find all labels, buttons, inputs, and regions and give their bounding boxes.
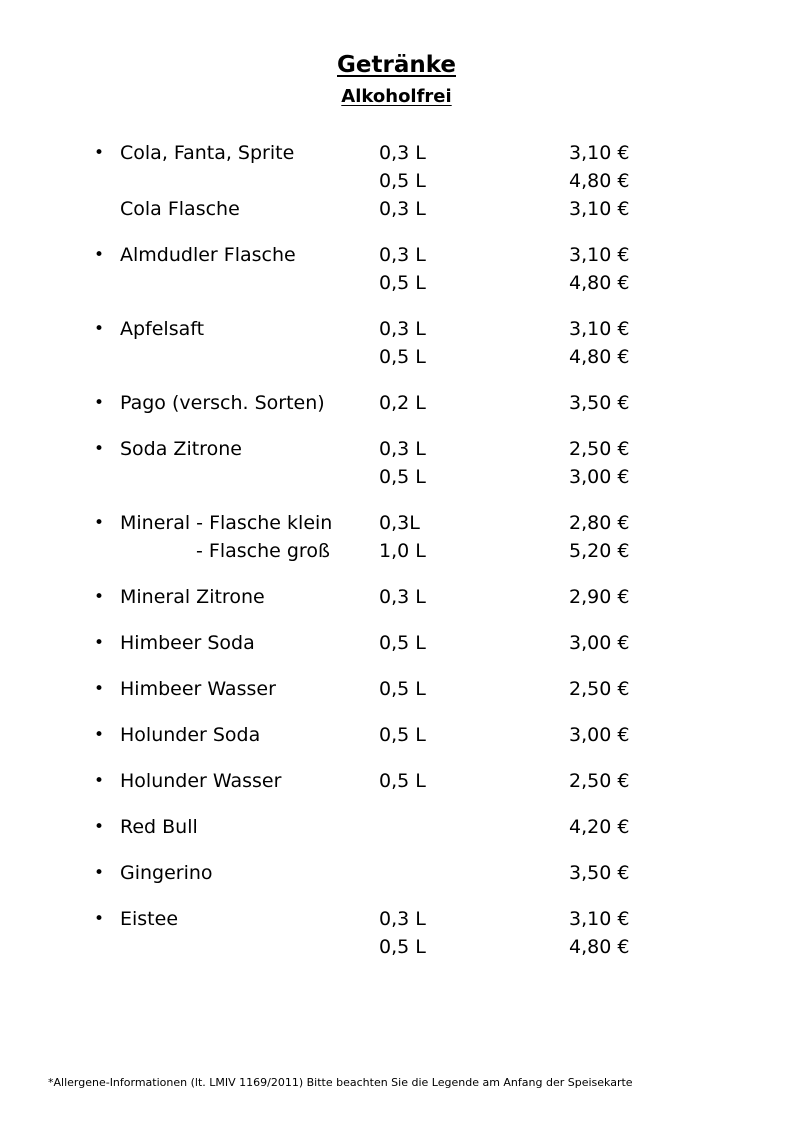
menu-group xyxy=(0,389,793,417)
item-size: 0,3 L xyxy=(379,142,426,164)
page-title: Getränke xyxy=(337,52,456,78)
item-price: 4,80 € xyxy=(569,272,630,294)
menu-row xyxy=(0,813,793,841)
bullet-icon: • xyxy=(94,319,105,339)
item-price: 3,10 € xyxy=(569,908,630,930)
item-price: 4,20 € xyxy=(569,816,630,838)
bullet-icon: • xyxy=(94,909,105,929)
item-price: 3,00 € xyxy=(569,466,630,488)
bullet-icon: • xyxy=(94,439,105,459)
menu-row xyxy=(0,629,793,657)
menu-row xyxy=(0,675,793,703)
bullet-icon: • xyxy=(94,587,105,607)
menu-group xyxy=(0,629,793,657)
allergen-footnote: *Allergene-Informationen (lt. LMIV 1169/2011) Bitte beachten Sie die Legende am Anfang der Speisekarte xyxy=(48,1076,633,1089)
item-price: 3,00 € xyxy=(569,724,630,746)
bullet-icon: • xyxy=(94,817,105,837)
item-name: Gingerino xyxy=(120,862,213,884)
item-price: 3,10 € xyxy=(569,142,630,164)
item-price: 2,90 € xyxy=(569,586,630,608)
item-name: Mineral Zitrone xyxy=(120,586,265,608)
menu-row xyxy=(0,315,793,343)
item-size: 0,5 L xyxy=(379,466,426,488)
menu-row xyxy=(0,241,793,269)
item-name: - Flasche groß xyxy=(196,540,330,562)
menu-row xyxy=(0,859,793,887)
section-subtitle: Alkoholfrei xyxy=(341,86,452,107)
bullet-icon: • xyxy=(94,725,105,745)
item-size: 0,3 L xyxy=(379,318,426,340)
item-price: 4,80 € xyxy=(569,936,630,958)
item-price: 2,50 € xyxy=(569,678,630,700)
item-size: 0,2 L xyxy=(379,392,426,414)
menu-group xyxy=(0,721,793,749)
menu-group xyxy=(0,583,793,611)
item-name: Cola Flasche xyxy=(120,198,240,220)
item-size: 0,3 L xyxy=(379,198,426,220)
item-name: Eistee xyxy=(120,908,179,930)
item-price: 3,50 € xyxy=(569,392,630,414)
bullet-icon: • xyxy=(94,771,105,791)
menu-group xyxy=(0,905,793,961)
bullet-icon: • xyxy=(94,245,105,265)
item-name: Cola, Fanta, Sprite xyxy=(120,142,295,164)
menu-group xyxy=(0,241,793,297)
item-size: 0,5 L xyxy=(379,936,426,958)
menu-group xyxy=(0,509,793,565)
item-name: Holunder Soda xyxy=(120,724,261,746)
menu-group xyxy=(0,813,793,841)
item-price: 3,50 € xyxy=(569,862,630,884)
menu-row xyxy=(0,905,793,933)
menu-group xyxy=(0,139,793,223)
item-name: Holunder Wasser xyxy=(120,770,282,792)
item-name: Red Bull xyxy=(120,816,198,838)
item-size: 0,5 L xyxy=(379,346,426,368)
menu-row xyxy=(0,721,793,749)
item-price: 2,50 € xyxy=(569,770,630,792)
drinks-list xyxy=(0,139,793,979)
item-price: 2,80 € xyxy=(569,512,630,534)
menu-row xyxy=(0,167,793,195)
item-size: 0,3 L xyxy=(379,908,426,930)
item-size: 1,0 L xyxy=(379,540,426,562)
menu-row xyxy=(0,537,793,565)
menu-group xyxy=(0,675,793,703)
menu-row xyxy=(0,509,793,537)
item-size: 0,5 L xyxy=(379,678,426,700)
item-price: 5,20 € xyxy=(569,540,630,562)
bullet-icon: • xyxy=(94,863,105,883)
item-name: Mineral - Flasche klein xyxy=(120,512,333,534)
item-name: Soda Zitrone xyxy=(120,438,242,460)
item-price: 4,80 € xyxy=(569,346,630,368)
item-size: 0,5 L xyxy=(379,272,426,294)
item-name: Pago (versch. Sorten) xyxy=(120,392,325,414)
item-name: Almdudler Flasche xyxy=(120,244,296,266)
menu-row xyxy=(0,343,793,371)
item-price: 2,50 € xyxy=(569,438,630,460)
menu-row xyxy=(0,767,793,795)
menu-row xyxy=(0,435,793,463)
item-size: 0,3 L xyxy=(379,586,426,608)
item-price: 3,10 € xyxy=(569,244,630,266)
bullet-icon: • xyxy=(94,513,105,533)
item-size: 0,5 L xyxy=(379,632,426,654)
item-size: 0,3L xyxy=(379,512,420,534)
item-name: Apfelsaft xyxy=(120,318,205,340)
item-price: 3,10 € xyxy=(569,318,630,340)
item-name: Himbeer Soda xyxy=(120,632,255,654)
item-size: 0,5 L xyxy=(379,170,426,192)
item-size: 0,3 L xyxy=(379,438,426,460)
item-price: 3,00 € xyxy=(569,632,630,654)
item-name: Himbeer Wasser xyxy=(120,678,276,700)
item-price: 4,80 € xyxy=(569,170,630,192)
menu-group xyxy=(0,767,793,795)
bullet-icon: • xyxy=(94,633,105,653)
menu-row xyxy=(0,583,793,611)
menu-row xyxy=(0,933,793,961)
menu-group xyxy=(0,859,793,887)
item-size: 0,5 L xyxy=(379,724,426,746)
menu-row xyxy=(0,195,793,223)
bullet-icon: • xyxy=(94,143,105,163)
item-size: 0,5 L xyxy=(379,770,426,792)
menu-group xyxy=(0,435,793,491)
menu-group xyxy=(0,315,793,371)
menu-row xyxy=(0,269,793,297)
item-price: 3,10 € xyxy=(569,198,630,220)
menu-row xyxy=(0,463,793,491)
menu-row xyxy=(0,139,793,167)
bullet-icon: • xyxy=(94,679,105,699)
bullet-icon: • xyxy=(94,393,105,413)
menu-row xyxy=(0,389,793,417)
item-size: 0,3 L xyxy=(379,244,426,266)
